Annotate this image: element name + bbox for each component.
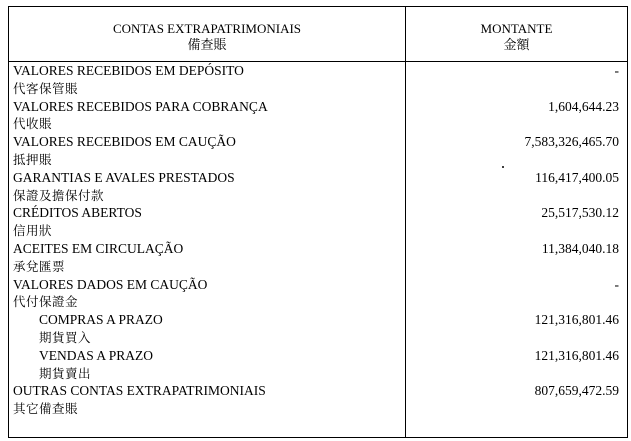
- row-label: VALORES DADOS EM CAUÇÃO: [13, 276, 208, 292]
- row-label: COMPRAS A PRAZO: [39, 312, 163, 328]
- table-row: [9, 115, 627, 133]
- row-label: 期貨買入: [39, 329, 92, 345]
- table-row: [9, 80, 627, 98]
- table-row: [9, 62, 627, 80]
- table-row: [9, 400, 627, 418]
- row-amount: 116,417,400.05: [535, 169, 619, 185]
- header-amount-zh: 金額: [503, 37, 530, 52]
- table-body: [9, 62, 627, 418]
- header-accounts-pt: CONTAS EXTRAPATRIMONIAIS: [112, 21, 302, 36]
- row-amount: 11,384,040.18: [541, 240, 619, 256]
- table-row: [9, 204, 627, 222]
- table-row: [9, 365, 627, 383]
- row-label: OUTRAS CONTAS EXTRAPATRIMONIAIS: [13, 383, 266, 399]
- row-label: 代收賬: [13, 116, 53, 132]
- row-label: 承兌匯票: [13, 258, 66, 274]
- row-label: VALORES RECEBIDOS EM DEPÓSITO: [13, 63, 244, 78]
- table-row: [9, 382, 627, 400]
- row-amount: 25,517,530.12: [541, 205, 619, 221]
- row-amount: -: [614, 63, 619, 78]
- row-label: 抵押賬: [13, 151, 53, 167]
- table-row: [9, 187, 627, 205]
- row-label: VALORES RECEBIDOS EM CAUÇÃO: [13, 134, 236, 150]
- row-amount: 1,604,644.23: [548, 98, 619, 114]
- row-label: VENDAS A PRAZO: [39, 347, 154, 363]
- scan-speck: [502, 166, 504, 168]
- row-label: GARANTIAS E AVALES PRESTADOS: [13, 169, 235, 185]
- header-amount-pt: MONTANTE: [480, 21, 553, 36]
- row-label: 保證及擔保付款: [13, 187, 105, 203]
- table-row: [9, 311, 627, 329]
- table-row: [9, 98, 627, 116]
- table-row: [9, 258, 627, 276]
- row-label: VALORES RECEBIDOS PARA COBRANÇA: [13, 98, 268, 114]
- table-row: [9, 222, 627, 240]
- row-label: CRÉDITOS ABERTOS: [13, 205, 142, 221]
- row-label: 期貨賣出: [39, 365, 92, 381]
- table-row: [9, 169, 627, 187]
- table-row: [9, 151, 627, 169]
- row-amount: -: [614, 276, 619, 292]
- table-row: [9, 293, 627, 311]
- row-amount: 807,659,472.59: [534, 383, 619, 399]
- row-label: 代客保管賬: [13, 80, 79, 96]
- table-row: [9, 133, 627, 151]
- row-label: 其它備查賬: [13, 401, 79, 417]
- row-label: ACEITES EM CIRCULAÇÃO: [13, 240, 184, 256]
- row-amount: 121,316,801.46: [534, 347, 619, 363]
- row-amount: 7,583,326,465.70: [524, 134, 619, 150]
- header-accounts-zh: 備查賬: [187, 37, 227, 52]
- table-row: [9, 329, 627, 347]
- header-amount: [406, 21, 627, 53]
- row-amount: 121,316,801.46: [534, 312, 619, 328]
- header-accounts: [9, 21, 405, 53]
- off-balance-sheet-table: [8, 6, 628, 438]
- table-row: [9, 276, 627, 294]
- table-row: [9, 347, 627, 365]
- row-label: 信用狀: [13, 223, 53, 239]
- table-row: [9, 240, 627, 258]
- row-label: 代付保證金: [13, 294, 79, 310]
